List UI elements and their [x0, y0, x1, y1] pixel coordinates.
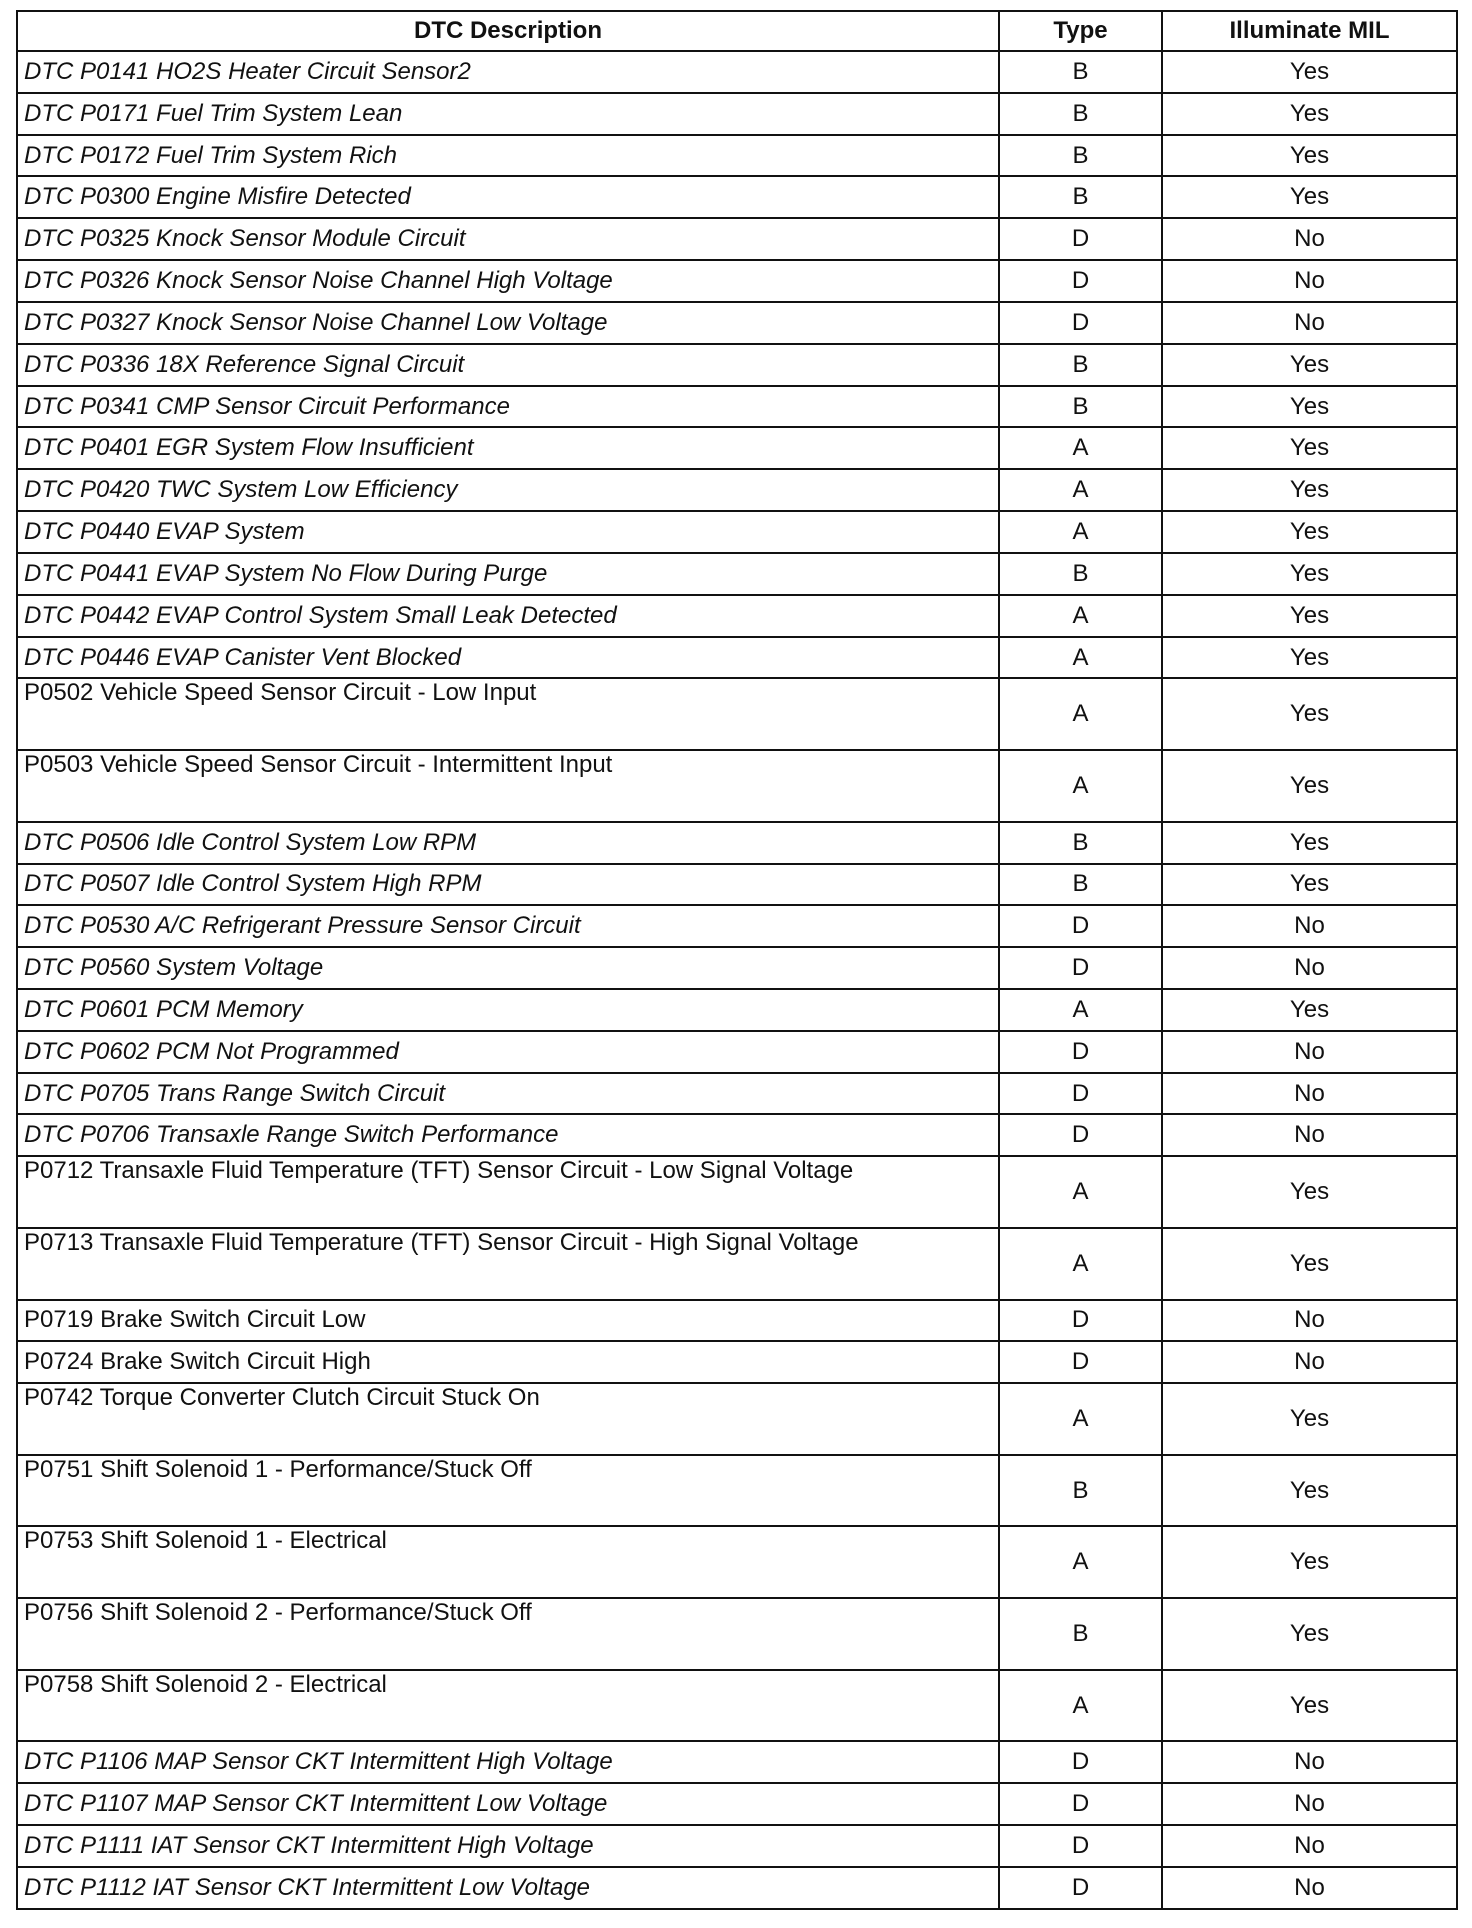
type-cell: D — [999, 1031, 1162, 1073]
table-row — [17, 864, 1457, 906]
table-row — [17, 1341, 1457, 1383]
dtc-description-cell: DTC P1107 MAP Sensor CKT Intermittent Low Voltage — [17, 1783, 999, 1825]
dtc-description-cell: DTC P1106 MAP Sensor CKT Intermittent High Voltage — [17, 1741, 999, 1783]
illuminate-mil-cell: Yes — [1162, 750, 1457, 822]
illuminate-mil-cell: No — [1162, 1073, 1457, 1115]
dtc-description-cell: P0758 Shift Solenoid 2 - Electrical — [17, 1670, 999, 1742]
table-row — [17, 1031, 1457, 1073]
illuminate-mil-cell: Yes — [1162, 822, 1457, 864]
table-row — [17, 750, 1457, 822]
dtc-description-cell: DTC P0440 EVAP System — [17, 511, 999, 553]
illuminate-mil-cell: No — [1162, 1114, 1457, 1156]
dtc-description-cell: DTC P0336 18X Reference Signal Circuit — [17, 344, 999, 386]
header-type: Type — [999, 11, 1162, 51]
illuminate-mil-cell: No — [1162, 218, 1457, 260]
type-cell: A — [999, 511, 1162, 553]
illuminate-mil-cell: No — [1162, 1783, 1457, 1825]
illuminate-mil-cell: Yes — [1162, 1598, 1457, 1670]
illuminate-mil-cell: No — [1162, 947, 1457, 989]
table-row — [17, 302, 1457, 344]
table-row — [17, 1300, 1457, 1342]
illuminate-mil-cell: Yes — [1162, 176, 1457, 218]
dtc-description-cell: DTC P0172 Fuel Trim System Rich — [17, 135, 999, 177]
table-row — [17, 1825, 1457, 1867]
type-cell: D — [999, 218, 1162, 260]
type-cell: B — [999, 553, 1162, 595]
table-row — [17, 553, 1457, 595]
illuminate-mil-cell: Yes — [1162, 1383, 1457, 1455]
table-row — [17, 469, 1457, 511]
table-header-row — [17, 11, 1457, 51]
illuminate-mil-cell: Yes — [1162, 989, 1457, 1031]
type-cell: D — [999, 1825, 1162, 1867]
type-cell: A — [999, 678, 1162, 750]
illuminate-mil-cell: Yes — [1162, 1228, 1457, 1300]
illuminate-mil-cell: Yes — [1162, 637, 1457, 679]
dtc-table — [16, 10, 1458, 1910]
type-cell: A — [999, 1670, 1162, 1742]
illuminate-mil-cell: No — [1162, 1741, 1457, 1783]
illuminate-mil-cell: Yes — [1162, 344, 1457, 386]
dtc-description-cell: DTC P0341 CMP Sensor Circuit Performance — [17, 386, 999, 428]
illuminate-mil-cell: Yes — [1162, 1526, 1457, 1598]
dtc-description-cell: DTC P0325 Knock Sensor Module Circuit — [17, 218, 999, 260]
dtc-description-cell: DTC P0705 Trans Range Switch Circuit — [17, 1073, 999, 1115]
dtc-description-cell: P0756 Shift Solenoid 2 - Performance/Stuck Off — [17, 1598, 999, 1670]
table-row — [17, 427, 1457, 469]
table-row — [17, 947, 1457, 989]
illuminate-mil-cell: Yes — [1162, 51, 1457, 93]
table-row — [17, 1156, 1457, 1228]
illuminate-mil-cell: No — [1162, 260, 1457, 302]
type-cell: D — [999, 905, 1162, 947]
table-row — [17, 1455, 1457, 1527]
dtc-description-cell: DTC P0706 Transaxle Range Switch Performance — [17, 1114, 999, 1156]
type-cell: B — [999, 822, 1162, 864]
dtc-description-cell: P0712 Transaxle Fluid Temperature (TFT) Sensor Circuit - Low Signal Voltage — [17, 1156, 999, 1228]
illuminate-mil-cell: No — [1162, 1341, 1457, 1383]
illuminate-mil-cell: Yes — [1162, 553, 1457, 595]
type-cell: B — [999, 864, 1162, 906]
table-row — [17, 218, 1457, 260]
type-cell: D — [999, 1114, 1162, 1156]
dtc-description-cell: P0719 Brake Switch Circuit Low — [17, 1300, 999, 1342]
type-cell: B — [999, 386, 1162, 428]
dtc-description-cell: P0713 Transaxle Fluid Temperature (TFT) Sensor Circuit - High Signal Voltage — [17, 1228, 999, 1300]
illuminate-mil-cell: Yes — [1162, 1670, 1457, 1742]
dtc-description-cell: DTC P0601 PCM Memory — [17, 989, 999, 1031]
dtc-description-cell: DTC P0560 System Voltage — [17, 947, 999, 989]
table-row — [17, 93, 1457, 135]
table-body — [17, 51, 1457, 1909]
table-row — [17, 1383, 1457, 1455]
dtc-description-cell: DTC P0326 Knock Sensor Noise Channel High Voltage — [17, 260, 999, 302]
dtc-description-cell: DTC P0401 EGR System Flow Insufficient — [17, 427, 999, 469]
illuminate-mil-cell: Yes — [1162, 595, 1457, 637]
type-cell: A — [999, 595, 1162, 637]
type-cell: A — [999, 469, 1162, 511]
illuminate-mil-cell: No — [1162, 1867, 1457, 1909]
table-row — [17, 260, 1457, 302]
dtc-description-cell: P0503 Vehicle Speed Sensor Circuit - Intermittent Input — [17, 750, 999, 822]
table-row — [17, 1741, 1457, 1783]
type-cell: A — [999, 427, 1162, 469]
type-cell: D — [999, 1741, 1162, 1783]
dtc-description-cell: DTC P0300 Engine Misfire Detected — [17, 176, 999, 218]
table-row — [17, 989, 1457, 1031]
illuminate-mil-cell: Yes — [1162, 1455, 1457, 1527]
dtc-description-cell: P0742 Torque Converter Clutch Circuit Stuck On — [17, 1383, 999, 1455]
illuminate-mil-cell: No — [1162, 302, 1457, 344]
dtc-description-cell: DTC P0602 PCM Not Programmed — [17, 1031, 999, 1073]
table-row — [17, 1598, 1457, 1670]
type-cell: D — [999, 1300, 1162, 1342]
illuminate-mil-cell: Yes — [1162, 427, 1457, 469]
type-cell: A — [999, 989, 1162, 1031]
dtc-description-cell: DTC P0420 TWC System Low Efficiency — [17, 469, 999, 511]
dtc-description-cell: DTC P0507 Idle Control System High RPM — [17, 864, 999, 906]
table-row — [17, 1670, 1457, 1742]
table-row — [17, 344, 1457, 386]
table-row — [17, 595, 1457, 637]
table-row — [17, 637, 1457, 679]
table-row — [17, 176, 1457, 218]
dtc-description-cell: DTC P1112 IAT Sensor CKT Intermittent Low Voltage — [17, 1867, 999, 1909]
illuminate-mil-cell: Yes — [1162, 678, 1457, 750]
table-row — [17, 1073, 1457, 1115]
illuminate-mil-cell: Yes — [1162, 386, 1457, 428]
illuminate-mil-cell: No — [1162, 1031, 1457, 1073]
table-row — [17, 1526, 1457, 1598]
type-cell: A — [999, 1228, 1162, 1300]
illuminate-mil-cell: Yes — [1162, 511, 1457, 553]
dtc-description-cell: P0724 Brake Switch Circuit High — [17, 1341, 999, 1383]
table-row — [17, 386, 1457, 428]
type-cell: A — [999, 1526, 1162, 1598]
type-cell: D — [999, 1867, 1162, 1909]
type-cell: D — [999, 260, 1162, 302]
type-cell: B — [999, 1455, 1162, 1527]
dtc-description-cell: DTC P0171 Fuel Trim System Lean — [17, 93, 999, 135]
illuminate-mil-cell: Yes — [1162, 864, 1457, 906]
type-cell: D — [999, 1783, 1162, 1825]
illuminate-mil-cell: No — [1162, 1300, 1457, 1342]
table-row — [17, 678, 1457, 750]
dtc-description-cell: P0751 Shift Solenoid 1 - Performance/Stuck Off — [17, 1455, 999, 1527]
table-row — [17, 135, 1457, 177]
illuminate-mil-cell: Yes — [1162, 469, 1457, 511]
table-row — [17, 1867, 1457, 1909]
table-row — [17, 905, 1457, 947]
dtc-description-cell: DTC P0442 EVAP Control System Small Leak Detected — [17, 595, 999, 637]
dtc-description-cell: DTC P0446 EVAP Canister Vent Blocked — [17, 637, 999, 679]
type-cell: B — [999, 176, 1162, 218]
type-cell: B — [999, 135, 1162, 177]
illuminate-mil-cell: No — [1162, 905, 1457, 947]
type-cell: A — [999, 1383, 1162, 1455]
table-row — [17, 511, 1457, 553]
table-row — [17, 822, 1457, 864]
type-cell: D — [999, 947, 1162, 989]
type-cell: D — [999, 1341, 1162, 1383]
type-cell: D — [999, 1073, 1162, 1115]
type-cell: D — [999, 302, 1162, 344]
type-cell: B — [999, 93, 1162, 135]
table-row — [17, 1783, 1457, 1825]
table-row — [17, 51, 1457, 93]
type-cell: B — [999, 51, 1162, 93]
type-cell: A — [999, 637, 1162, 679]
table-row — [17, 1228, 1457, 1300]
dtc-description-cell: DTC P0141 HO2S Heater Circuit Sensor2 — [17, 51, 999, 93]
illuminate-mil-cell: Yes — [1162, 93, 1457, 135]
dtc-description-cell: DTC P0327 Knock Sensor Noise Channel Low Voltage — [17, 302, 999, 344]
illuminate-mil-cell: No — [1162, 1825, 1457, 1867]
type-cell: B — [999, 1598, 1162, 1670]
dtc-description-cell: DTC P0441 EVAP System No Flow During Purge — [17, 553, 999, 595]
illuminate-mil-cell: Yes — [1162, 135, 1457, 177]
type-cell: A — [999, 750, 1162, 822]
table-row — [17, 1114, 1457, 1156]
type-cell: A — [999, 1156, 1162, 1228]
dtc-description-cell: P0502 Vehicle Speed Sensor Circuit - Low Input — [17, 678, 999, 750]
dtc-description-cell: DTC P0530 A/C Refrigerant Pressure Sensor Circuit — [17, 905, 999, 947]
type-cell: B — [999, 344, 1162, 386]
header-illuminate-mil: Illuminate MIL — [1162, 11, 1457, 51]
dtc-description-cell: P0753 Shift Solenoid 1 - Electrical — [17, 1526, 999, 1598]
header-dtc-description: DTC Description — [17, 11, 999, 51]
illuminate-mil-cell: Yes — [1162, 1156, 1457, 1228]
dtc-description-cell: DTC P0506 Idle Control System Low RPM — [17, 822, 999, 864]
dtc-description-cell: DTC P1111 IAT Sensor CKT Intermittent High Voltage — [17, 1825, 999, 1867]
